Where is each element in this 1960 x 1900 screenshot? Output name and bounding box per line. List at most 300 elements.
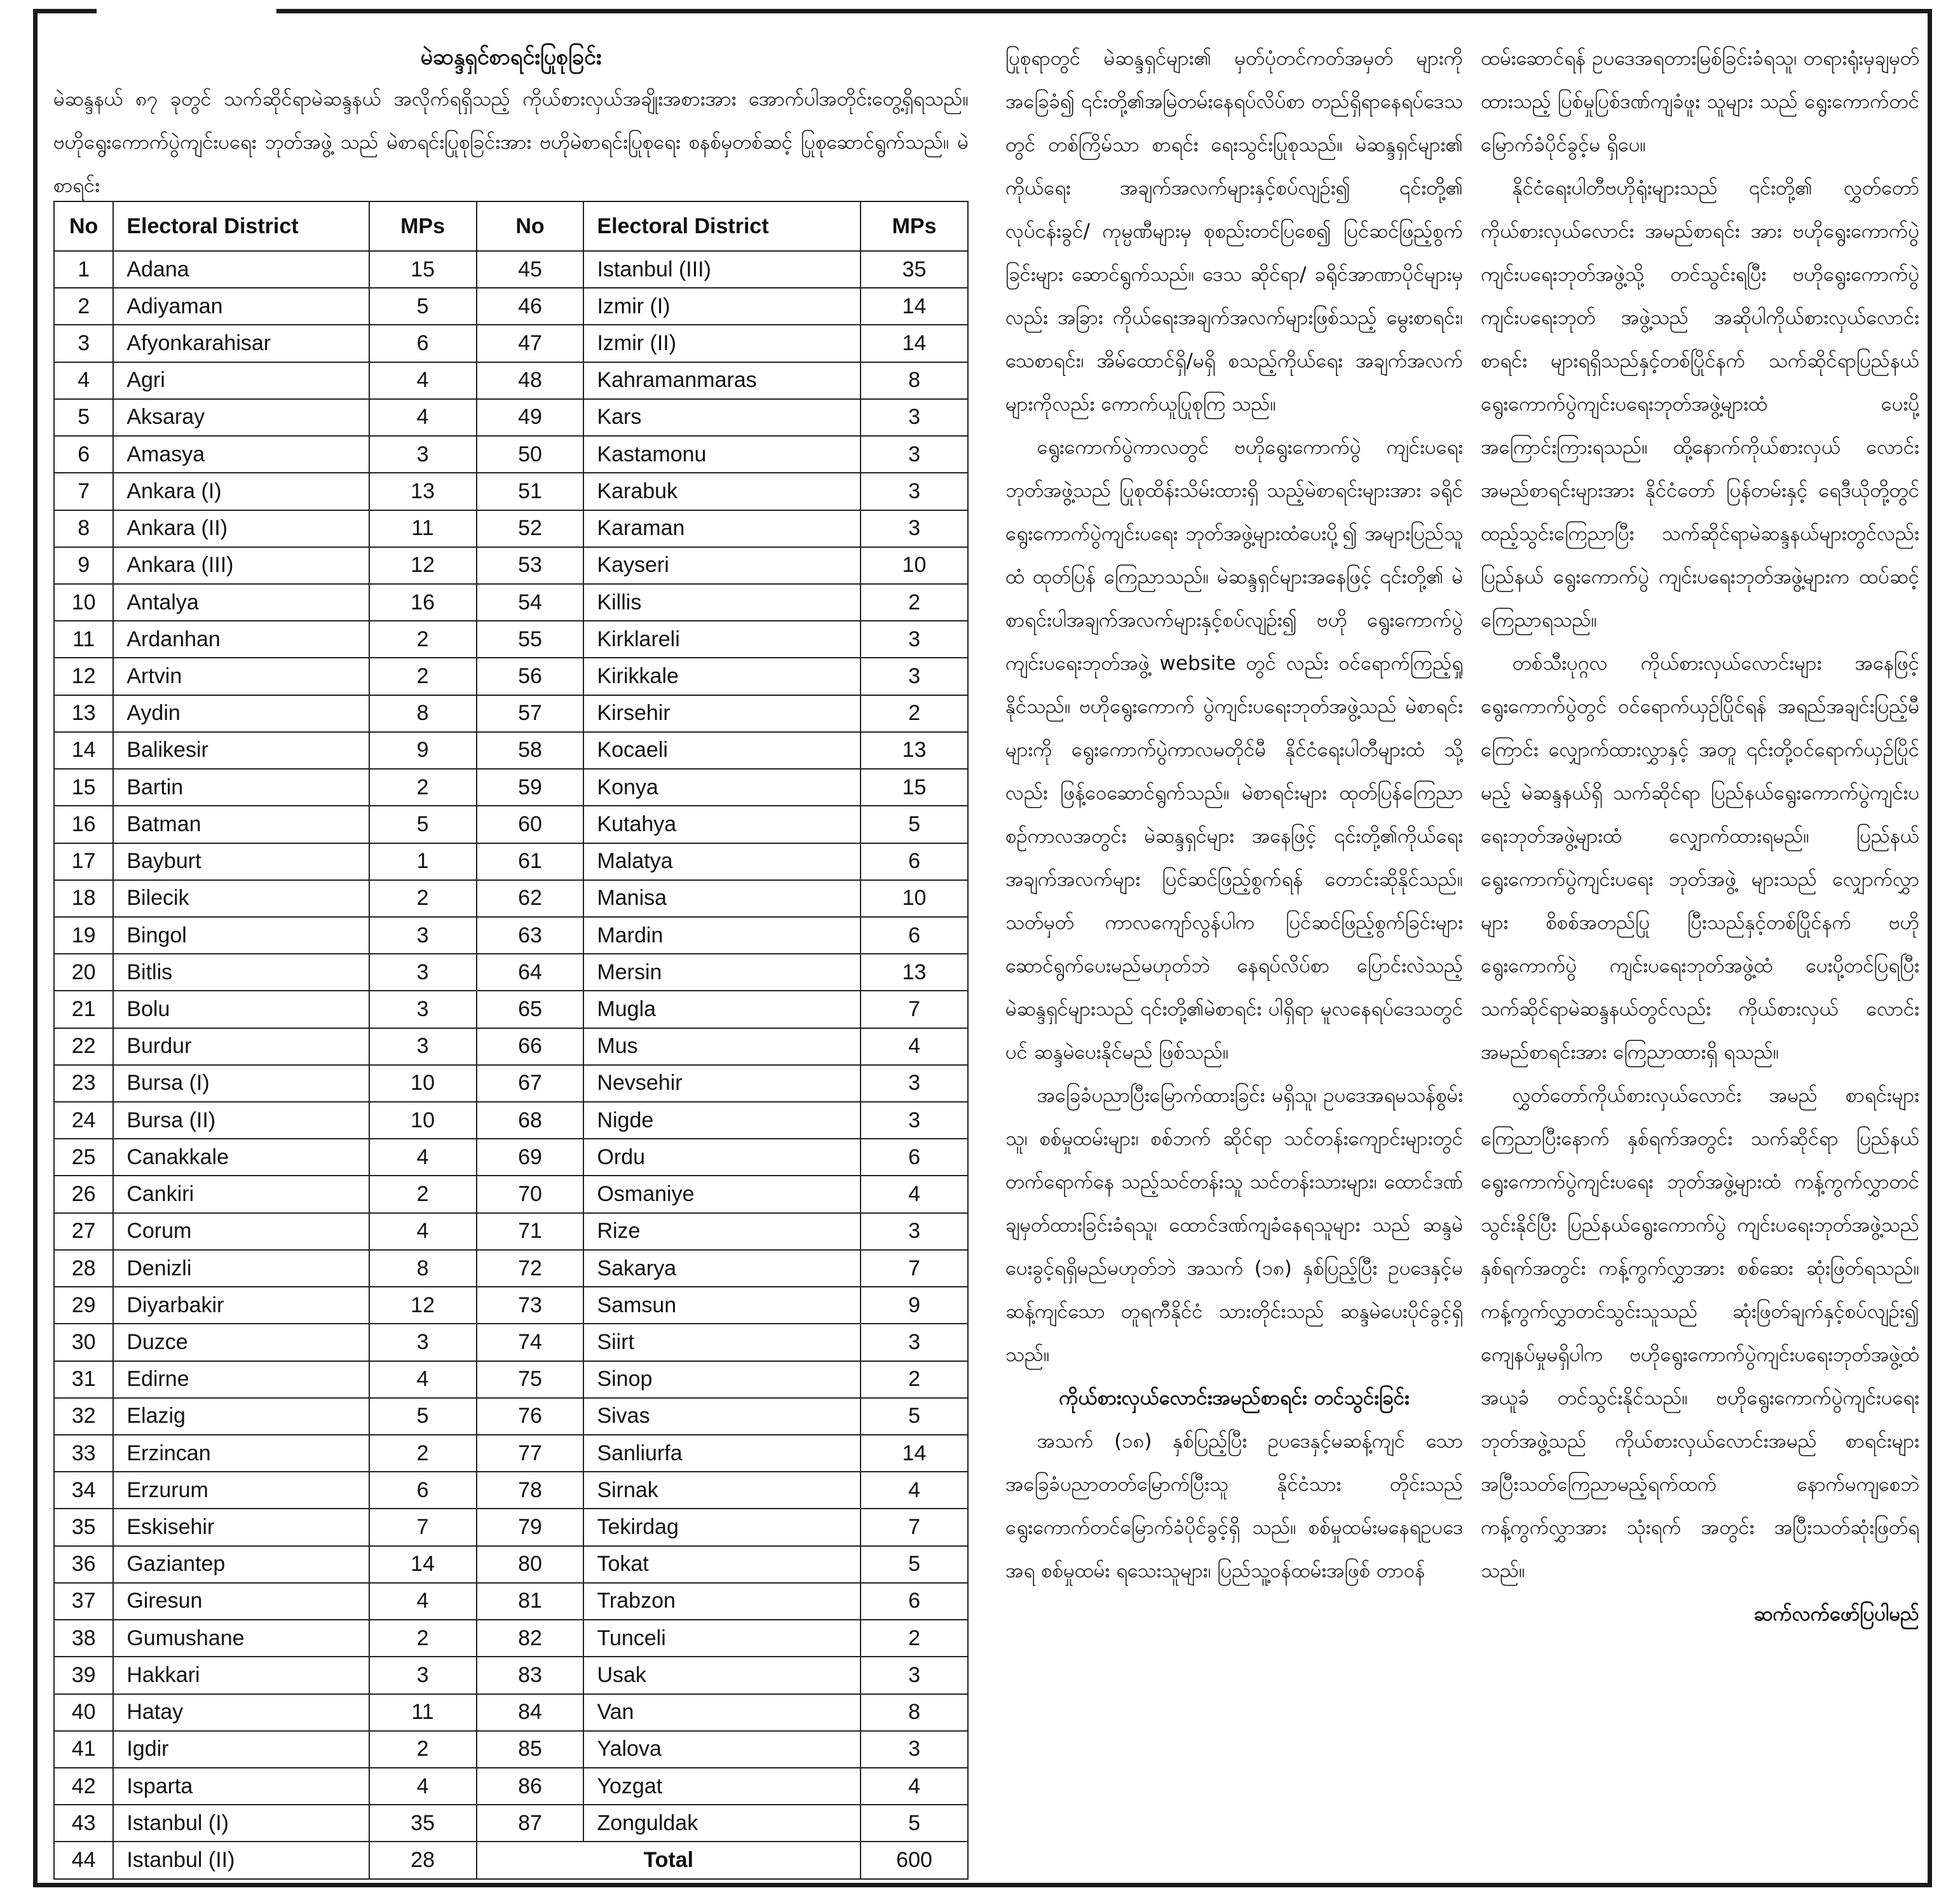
row-mps: 3 xyxy=(861,473,968,510)
row-district: Gumushane xyxy=(113,1620,369,1657)
row-mps: 4 xyxy=(369,1139,477,1176)
row-district: Ordu xyxy=(583,1139,861,1176)
table-row xyxy=(54,1768,968,1805)
row-district: Van xyxy=(583,1694,861,1731)
row-district: Manisa xyxy=(583,880,861,917)
row-no: 62 xyxy=(477,880,584,917)
row-district: Kirklareli xyxy=(583,621,861,658)
row-district: Kahramanmaras xyxy=(583,362,861,399)
row-mps: 3 xyxy=(369,436,477,473)
table-row xyxy=(54,510,968,547)
row-no: 53 xyxy=(477,547,584,584)
row-no: 63 xyxy=(477,917,584,954)
row-mps: 5 xyxy=(369,806,477,843)
row-no: 55 xyxy=(477,621,584,658)
table-row xyxy=(54,1287,968,1324)
row-mps: 35 xyxy=(369,1805,477,1842)
row-no: 43 xyxy=(54,1805,113,1842)
row-district: Usak xyxy=(583,1657,861,1693)
row-mps: 3 xyxy=(369,1657,477,1693)
row-mps: 3 xyxy=(369,1324,477,1361)
row-no: 61 xyxy=(477,843,584,880)
col3-paragraph-4: အသက် (၁၈) နှစ်ပြည့်ပြီး ဥပဒေနှင့်မဆန့်ကျင် သော အခြေခံပညာတတ်မြောက်ပြီးသူ နိုင်ငံသား တိုင်းသည် ရွေးကောက်တင်မြောက်ခံပိုင်ခွင့်ရှိ သည်။ စစ်မှုထမ်းမနေရဥပဒေအရ စစ်မှုထမ်း ရသေးသူများ၊ ပြည်သူ့ဝန်ထမ်းအဖြစ် တာဝန် xyxy=(1005,1430,1463,1582)
row-district: Bingol xyxy=(113,917,369,954)
table-row xyxy=(54,1324,968,1361)
row-no: 22 xyxy=(54,1028,113,1065)
row-no: 12 xyxy=(54,658,113,695)
table-row xyxy=(54,1805,968,1842)
table-row xyxy=(54,1065,968,1102)
row-district: Sinop xyxy=(583,1361,861,1398)
row-no: 8 xyxy=(54,510,113,547)
row-mps: 2 xyxy=(369,1435,477,1472)
row-mps: 11 xyxy=(369,510,477,547)
row-district: Mersin xyxy=(583,954,861,991)
header-mps-1: MPs xyxy=(369,201,477,251)
row-mps: 9 xyxy=(861,1287,968,1324)
row-no: 72 xyxy=(477,1250,584,1287)
table-row xyxy=(54,954,968,991)
table-row xyxy=(54,769,968,806)
row-mps: 7 xyxy=(861,1250,968,1287)
row-no: 51 xyxy=(477,473,584,510)
row-mps: 3 xyxy=(861,658,968,695)
row-district: Afyonkarahisar xyxy=(113,325,369,362)
row-district: Burdur xyxy=(113,1028,369,1065)
table-row xyxy=(54,621,968,658)
row-mps: 2 xyxy=(369,1176,477,1212)
table-row xyxy=(54,1509,968,1545)
row-mps: 6 xyxy=(369,325,477,362)
row-no: 71 xyxy=(477,1213,584,1250)
row-no: 79 xyxy=(477,1509,584,1545)
row-district: Bursa (I) xyxy=(113,1065,369,1102)
row-district: Konya xyxy=(583,769,861,806)
row-no: 19 xyxy=(54,917,113,954)
row-no: 24 xyxy=(54,1102,113,1139)
row-district: Bolu xyxy=(113,991,369,1028)
row-no: 35 xyxy=(54,1509,113,1545)
row-no: 45 xyxy=(477,251,584,288)
row-mps: 9 xyxy=(369,732,477,769)
row-no: 5 xyxy=(54,399,113,436)
table-row xyxy=(54,1546,968,1583)
table-row xyxy=(54,917,968,954)
table-row xyxy=(54,436,968,473)
row-mps: 3 xyxy=(861,1657,968,1693)
row-mps: 2 xyxy=(369,769,477,806)
row-no: 47 xyxy=(477,325,584,362)
row-district: Erzurum xyxy=(113,1472,369,1509)
row-no: 34 xyxy=(54,1472,113,1509)
header-no-1: No xyxy=(54,201,113,251)
row-district: Tunceli xyxy=(583,1620,861,1657)
table-row xyxy=(54,1731,968,1768)
row-mps: 3 xyxy=(861,510,968,547)
row-district: Canakkale xyxy=(113,1139,369,1176)
row-district: Izmir (I) xyxy=(583,288,861,325)
row-district: Osmaniye xyxy=(583,1176,861,1212)
row-mps: 3 xyxy=(369,954,477,991)
row-mps: 5 xyxy=(861,1546,968,1583)
row-mps: 12 xyxy=(369,1287,477,1324)
row-no: 67 xyxy=(477,1065,584,1102)
row-mps: 4 xyxy=(369,399,477,436)
row-district: Istanbul (I) xyxy=(113,1805,369,1842)
section-heading: မဲဆန္ဒရှင်စာရင်းပြုစုခြင်း xyxy=(420,44,602,70)
row-district: Karaman xyxy=(583,510,861,547)
table-row xyxy=(54,732,968,769)
row-district: Zonguldak xyxy=(583,1805,861,1842)
row-no: 77 xyxy=(477,1435,584,1472)
row-mps: 3 xyxy=(861,399,968,436)
col4-paragraph-2: နိုင်ငံရေးပါတီဗဟိုရုံးများသည် ၎င်းတို့၏ လွှတ်တော်ကိုယ်စားလှယ်လောင်း အမည်စာရင်း အား ဗဟိုရွေးကောက်ပွဲကျင်းပရေးဘုတ်အဖွဲ့သို့ တင်သွင်းရပြီး ဗဟိုရွေးကောက်ပွဲကျင်းပရေးဘုတ် အဖွဲ့သည် အဆိုပါကိုယ်စားလှယ်လောင်းစာရင်း များရရှိသည်နှင့်တစ်ပြိုင်နက် သက်ဆိုင်ရာပြည်နယ် ရွေးကောက်ပွဲကျင်းပရေးဘုတ်အဖွဲ့များထံ ပေးပို့ အကြောင်းကြားရသည်။ ထို့နောက်ကိုယ်စားလှယ် လောင်းအမည်စာရင်းများအား နိုင်ငံတော် ပြန်တမ်းနှင့် ရေဒီယိုတို့တွင် ထည့်သွင်းကြေညာပြီး သက်ဆိုင်ရာမဲဆန္ဒနယ်များတွင်လည်း ပြည်နယ် ရွေးကောက်ပွဲ ကျင်းပရေးဘုတ်အဖွဲ့များက ထပ်ဆင့်ကြေညာရသည်။ xyxy=(1481,177,1919,632)
col3-paragraph-2: ရွေးကောက်ပွဲကာလတွင် ဗဟိုရွေးကောက်ပွဲ ကျင်းပရေးဘုတ်အဖွဲ့သည် ပြုစုထိန်းသိမ်းထားရှိ သည့်မဲစာရင်းများအား ခရိုင်ရွေးကောက်ပွဲကျင်းပရေး ဘုတ်အဖွဲ့များထံပေးပို့၍ အများပြည်သူထံ ထုတ်ပြန် ကြေညာသည်။ မဲဆန္ဒရှင်များအနေဖြင့် ၎င်းတို့၏ မဲစာရင်းပါအချက်အလက်များနှင့်စပ်လျဉ်း၍ ဗဟို ရွေးကောက်ပွဲကျင်းပရေးဘုတ်အဖွဲ့ website တွင် လည်း ဝင်ရောက်ကြည့်ရှုနိုင်သည်။ ဗဟိုရွေးကောက် ပွဲကျင်းပရေးဘုတ်အဖွဲ့သည် မဲစာရင်းများကို ရွေးကောက်ပွဲကာလမတိုင်မီ နိုင်ငံရေးပါတီများထံ သို့လည်း ဖြန့်ဝေဆောင်ရွက်သည်။ မဲစာရင်းများ ထုတ်ပြန်ကြေညာစဉ်ကာလအတွင်း မဲဆန္ဒရှင်များ အနေဖြင့် ၎င်းတို့၏ကိုယ်ရေးအချက်အလက်များ ပြင်ဆင်ဖြည့်စွက်ရန် တောင်းဆိုနိုင်သည်။ သတ်မှတ် ကာလကျော်လွန်ပါက ပြင်ဆင်ဖြည့်စွက်ခြင်းများ ဆောင်ရွက်ပေးမည်မဟုတ်ဘဲ နေရပ်လိပ်စာ ပြောင်းလဲသည့် မဲဆန္ဒရှင်များသည် ၎င်းတို့၏မဲစာရင်း ပါရှိရာ မူလနေရပ်ဒေသတွင်ပင် ဆန္ဒမဲပေးနိုင်မည် ဖြစ်သည်။ xyxy=(1005,436,1463,1064)
row-no: 23 xyxy=(54,1065,113,1102)
table-row xyxy=(54,658,968,695)
table-row xyxy=(54,1472,968,1509)
table-row xyxy=(54,473,968,510)
row-district: Bilecik xyxy=(113,880,369,917)
table-row xyxy=(54,325,968,362)
row-district: Yalova xyxy=(583,1731,861,1768)
row-mps: 11 xyxy=(369,1694,477,1731)
row-no: 75 xyxy=(477,1361,584,1398)
col4-signoff: ဆက်လက်ဖော်ပြပါမည် xyxy=(1753,1603,1919,1625)
row-mps: 2 xyxy=(861,584,968,621)
table-row xyxy=(54,1583,968,1620)
row-mps: 10 xyxy=(861,547,968,584)
row-mps: 6 xyxy=(861,1583,968,1620)
row-mps: 14 xyxy=(369,1546,477,1583)
row-no: 60 xyxy=(477,806,584,843)
header-district-2: Electoral District xyxy=(583,201,861,251)
row-no: 13 xyxy=(54,695,113,732)
row-district: Bayburt xyxy=(113,843,369,880)
row-district: Agri xyxy=(113,362,369,399)
row-mps: 14 xyxy=(861,1435,968,1472)
row-district: Edirne xyxy=(113,1361,369,1398)
row-no: 50 xyxy=(477,436,584,473)
row-no: 70 xyxy=(477,1176,584,1212)
row-district: Bartin xyxy=(113,769,369,806)
table-row xyxy=(54,1361,968,1398)
row-district: Isparta xyxy=(113,1768,369,1805)
row-district: Istanbul (II) xyxy=(113,1842,369,1879)
row-district: Ardanhan xyxy=(113,621,369,658)
row-district: Artvin xyxy=(113,658,369,695)
row-no: 54 xyxy=(477,584,584,621)
row-no: 33 xyxy=(54,1435,113,1472)
row-no: 20 xyxy=(54,954,113,991)
row-mps: 1 xyxy=(369,843,477,880)
row-mps: 16 xyxy=(369,584,477,621)
row-mps: 14 xyxy=(861,288,968,325)
row-mps: 2 xyxy=(369,621,477,658)
table-row xyxy=(54,1694,968,1731)
row-district: Erzincan xyxy=(113,1435,369,1472)
row-district: Eskisehir xyxy=(113,1509,369,1545)
table-row xyxy=(54,880,968,917)
row-no: 80 xyxy=(477,1546,584,1583)
row-no: 36 xyxy=(54,1546,113,1583)
table-row xyxy=(54,584,968,621)
row-no: 84 xyxy=(477,1694,584,1731)
row-district: Rize xyxy=(583,1213,861,1250)
total-label: Total xyxy=(477,1842,861,1879)
row-mps: 2 xyxy=(369,658,477,695)
row-no: 40 xyxy=(54,1694,113,1731)
row-no: 39 xyxy=(54,1657,113,1693)
table-row xyxy=(54,362,968,399)
row-district: Kayseri xyxy=(583,547,861,584)
row-district: Karabuk xyxy=(583,473,861,510)
row-district: Mus xyxy=(583,1028,861,1065)
row-mps: 5 xyxy=(369,1398,477,1435)
row-district: Gaziantep xyxy=(113,1546,369,1583)
row-no: 74 xyxy=(477,1324,584,1361)
row-district: Kirikkale xyxy=(583,658,861,695)
row-district: Ankara (II) xyxy=(113,510,369,547)
table-row xyxy=(54,806,968,843)
row-mps: 4 xyxy=(861,1176,968,1212)
row-no: 26 xyxy=(54,1176,113,1212)
row-mps: 4 xyxy=(369,1768,477,1805)
row-mps: 3 xyxy=(369,917,477,954)
header-district-1: Electoral District xyxy=(113,201,369,251)
row-district: Trabzon xyxy=(583,1583,861,1620)
row-no: 83 xyxy=(477,1657,584,1693)
row-mps: 3 xyxy=(861,1065,968,1102)
row-mps: 2 xyxy=(369,880,477,917)
header-mps-2: MPs xyxy=(861,201,968,251)
table-row xyxy=(54,695,968,732)
row-district: Elazig xyxy=(113,1398,369,1435)
row-no: 1 xyxy=(54,251,113,288)
row-mps: 4 xyxy=(369,1213,477,1250)
row-no: 29 xyxy=(54,1287,113,1324)
row-district: Antalya xyxy=(113,584,369,621)
table-row xyxy=(54,1250,968,1287)
row-no: 76 xyxy=(477,1398,584,1435)
row-mps: 4 xyxy=(861,1472,968,1509)
row-no: 57 xyxy=(477,695,584,732)
row-no: 46 xyxy=(477,288,584,325)
row-district: Kars xyxy=(583,399,861,436)
row-no: 42 xyxy=(54,1768,113,1805)
row-no: 32 xyxy=(54,1398,113,1435)
row-district: Cankiri xyxy=(113,1176,369,1212)
header-no-2: No xyxy=(477,201,584,251)
row-mps: 3 xyxy=(369,1028,477,1065)
row-mps: 10 xyxy=(861,880,968,917)
col3-paragraph-3: အခြေခံပညာပြီးမြောက်ထားခြင်း မရှိသူ၊ ဥပဒေအရမသန်စွမ်းသူ၊ စစ်မှုထမ်းများ၊ စစ်ဘက် ဆိုင်ရာ သင်တန်းကျောင်းများတွင် တက်ရောက်နေ သည့်သင်တန်းသူ သင်တန်းသားများ၊ ထောင်ဒဏ် ချမှတ်ထားခြင်းခံရသူ၊ ထောင်ဒဏ်ကျခံနေရသူများ သည် ဆန္ဒမဲပေးခွင့်ရရှိမည်မဟုတ်ဘဲ အသက် (၁၈) နှစ်ပြည့်ပြီး ဥပဒေနှင့်မဆန့်ကျင်သော တူရကီနိုင်ငံ သားတိုင်းသည် ဆန္ဒမဲပေးပိုင်ခွင့်ရှိသည်။ xyxy=(1005,1084,1463,1366)
row-no: 17 xyxy=(54,843,113,880)
row-district: Tokat xyxy=(583,1546,861,1583)
row-district: Sivas xyxy=(583,1398,861,1435)
row-no: 65 xyxy=(477,991,584,1028)
row-no: 82 xyxy=(477,1620,584,1657)
row-no: 25 xyxy=(54,1139,113,1176)
row-mps: 13 xyxy=(861,954,968,991)
col4-paragraph-1: ထမ်းဆောင်ရန် ဥပဒေအရတားမြစ်ခြင်းခံရသူ၊ တရားရုံးမှချမှတ်ထားသည့် ပြစ်မှုပြစ်ဒဏ်ကျခံဖူး သူများ သည် ရွေးကောက်တင်မြောက်ခံပိုင်ခွင့်မ ရှိပေ။ xyxy=(1481,47,1919,156)
table-row xyxy=(54,1620,968,1657)
row-mps: 4 xyxy=(861,1768,968,1805)
row-no: 68 xyxy=(477,1102,584,1139)
row-mps: 6 xyxy=(861,1139,968,1176)
row-no: 49 xyxy=(477,399,584,436)
total-value: 600 xyxy=(861,1842,968,1879)
row-no: 87 xyxy=(477,1805,584,1842)
row-district: Kutahya xyxy=(583,806,861,843)
row-no: 66 xyxy=(477,1028,584,1065)
column-4 xyxy=(1481,37,1919,1880)
row-mps: 3 xyxy=(861,1102,968,1139)
row-mps: 2 xyxy=(369,1620,477,1657)
row-mps: 12 xyxy=(369,547,477,584)
row-district: Ankara (I) xyxy=(113,473,369,510)
row-no: 78 xyxy=(477,1472,584,1509)
row-no: 64 xyxy=(477,954,584,991)
table-row xyxy=(54,399,968,436)
row-mps: 35 xyxy=(861,251,968,288)
row-no: 30 xyxy=(54,1324,113,1361)
row-no: 59 xyxy=(477,769,584,806)
row-no: 2 xyxy=(54,288,113,325)
row-mps: 7 xyxy=(861,991,968,1028)
row-no: 38 xyxy=(54,1620,113,1657)
row-mps: 4 xyxy=(861,1028,968,1065)
row-no: 37 xyxy=(54,1583,113,1620)
row-mps: 15 xyxy=(861,769,968,806)
row-district: Nigde xyxy=(583,1102,861,1139)
row-district: Istanbul (III) xyxy=(583,251,861,288)
row-district: Mugla xyxy=(583,991,861,1028)
row-district: Bitlis xyxy=(113,954,369,991)
row-mps: 2 xyxy=(369,1731,477,1768)
row-mps: 5 xyxy=(861,1805,968,1842)
row-district: Corum xyxy=(113,1213,369,1250)
row-mps: 3 xyxy=(861,436,968,473)
row-district: Hakkari xyxy=(113,1657,369,1693)
row-district: Bursa (II) xyxy=(113,1102,369,1139)
row-mps: 2 xyxy=(861,1361,968,1398)
row-district: Killis xyxy=(583,584,861,621)
row-mps: 14 xyxy=(861,325,968,362)
row-no: 58 xyxy=(477,732,584,769)
row-no: 27 xyxy=(54,1213,113,1250)
row-district: Tekirdag xyxy=(583,1509,861,1545)
row-district: Hatay xyxy=(113,1694,369,1731)
row-district: Diyarbakir xyxy=(113,1287,369,1324)
row-mps: 3 xyxy=(861,621,968,658)
row-district: Giresun xyxy=(113,1583,369,1620)
row-district: Sirnak xyxy=(583,1472,861,1509)
row-district: Nevsehir xyxy=(583,1065,861,1102)
row-district: Adana xyxy=(113,251,369,288)
row-mps: 3 xyxy=(369,991,477,1028)
table-row xyxy=(54,1176,968,1212)
row-district: Adiyaman xyxy=(113,288,369,325)
table-row xyxy=(54,251,968,288)
row-no: 44 xyxy=(54,1842,113,1879)
row-district: Igdir xyxy=(113,1731,369,1768)
row-no: 31 xyxy=(54,1361,113,1398)
row-district: Duzce xyxy=(113,1324,369,1361)
row-mps: 28 xyxy=(369,1842,477,1879)
row-no: 52 xyxy=(477,510,584,547)
row-district: Siirt xyxy=(583,1324,861,1361)
row-no: 85 xyxy=(477,1731,584,1768)
row-mps: 7 xyxy=(861,1509,968,1545)
table-row xyxy=(54,1139,968,1176)
row-district: Aksaray xyxy=(113,399,369,436)
table-row xyxy=(54,843,968,880)
table-row xyxy=(54,1028,968,1065)
row-district: Denizli xyxy=(113,1250,369,1287)
row-mps: 8 xyxy=(861,1694,968,1731)
row-mps: 15 xyxy=(369,251,477,288)
row-mps: 8 xyxy=(369,695,477,732)
row-mps: 4 xyxy=(369,1583,477,1620)
table-row xyxy=(54,1657,968,1693)
row-district: Sakarya xyxy=(583,1250,861,1287)
row-district: Aydin xyxy=(113,695,369,732)
row-no: 4 xyxy=(54,362,113,399)
total-row xyxy=(54,1842,968,1879)
row-mps: 2 xyxy=(861,1620,968,1657)
row-mps: 6 xyxy=(861,917,968,954)
row-mps: 10 xyxy=(369,1065,477,1102)
row-mps: 8 xyxy=(861,362,968,399)
row-mps: 3 xyxy=(861,1324,968,1361)
row-mps: 13 xyxy=(369,473,477,510)
table-row xyxy=(54,1435,968,1472)
row-no: 69 xyxy=(477,1139,584,1176)
row-no: 6 xyxy=(54,436,113,473)
row-no: 3 xyxy=(54,325,113,362)
row-no: 86 xyxy=(477,1768,584,1805)
row-district: Samsun xyxy=(583,1287,861,1324)
row-district: Malatya xyxy=(583,843,861,880)
row-mps: 6 xyxy=(861,843,968,880)
row-district: Ankara (III) xyxy=(113,547,369,584)
row-no: 11 xyxy=(54,621,113,658)
row-no: 15 xyxy=(54,769,113,806)
row-district: Batman xyxy=(113,806,369,843)
row-mps: 5 xyxy=(369,288,477,325)
row-no: 7 xyxy=(54,473,113,510)
row-district: Mardin xyxy=(583,917,861,954)
row-mps: 5 xyxy=(861,1398,968,1435)
col3-subheading: ကိုယ်စားလှယ်လောင်းအမည်စာရင်း တင်သွင်းခြင်း xyxy=(1059,1387,1410,1409)
row-no: 9 xyxy=(54,547,113,584)
row-mps: 4 xyxy=(369,362,477,399)
table-row xyxy=(54,1398,968,1435)
row-mps: 3 xyxy=(861,1213,968,1250)
table-row xyxy=(54,547,968,584)
row-mps: 3 xyxy=(861,1731,968,1768)
table-header-row xyxy=(54,201,968,251)
col4-paragraph-4: လွှတ်တော်ကိုယ်စားလှယ်လောင်း အမည် စာရင်းများ ကြေညာပြီးနောက် နှစ်ရက်အတွင်း သက်ဆိုင်ရာ ပြည်နယ်ရွေးကောက်ပွဲကျင်းပရေး ဘုတ်အဖွဲ့များထံ ကန့်ကွက်လွှာတင်သွင်းနိုင်ပြီး ပြည်နယ်ရွေးကောက်ပွဲ ကျင်းပရေးဘုတ်အဖွဲ့သည် နှစ်ရက်အတွင်း ကန့်ကွက်လွှာအား စစ်ဆေး ဆုံးဖြတ်ရသည်။ ကန့်ကွက်လွှာတင်သွင်းသူသည် ဆုံးဖြတ်ချက်နှင့်စပ်လျဉ်း၍ ကျေနပ်မှုမရှိပါက ဗဟိုရွေးကောက်ပွဲကျင်းပရေးဘုတ်အဖွဲ့ထံ အယူခံ တင်သွင်းနိုင်သည်။ ဗဟိုရွေးကောက်ပွဲကျင်းပရေး ဘုတ်အဖွဲ့သည် ကိုယ်စားလှယ်လောင်းအမည် စာရင်းများ အပြီးသတ်ကြေညာမည့်ရက်ထက် နောက်မကျစေဘဲ ကန့်ကွက်လွှာအား သုံးရက် အတွင်း အပြီးသတ်ဆုံးဖြတ်ရသည်။ xyxy=(1481,1084,1919,1582)
table-row xyxy=(54,1102,968,1139)
col3-paragraph-1: ပြုစုရာတွင် မဲဆန္ဒရှင်များ၏ မှတ်ပုံတင်ကတ်အမှတ် များကိုအခြေခံ၍ ၎င်းတို့၏အမြဲတမ်းနေရပ်လိပ်စာ တည်ရှိရာနေရပ်ဒေသတွင် တစ်ကြိမ်သာ စာရင်း ရေးသွင်းပြုစုသည်။ မဲဆန္ဒရှင်များ၏ ကိုယ်ရေး အချက်အလက်များနှင့်စပ်လျဉ်း၍ ၎င်းတို့၏ လုပ်ငန်းခွင်/ ကုမ္ပဏီများမှ စုစည်းတင်ပြစေ၍ ပြင်ဆင်ဖြည့်စွက်ခြင်းများ ဆောင်ရွက်သည်။ ဒေသ ဆိုင်ရာ/ ခရိုင်အာဏာပိုင်များမှလည်း အခြား ကိုယ်ရေးအချက်အလက်များဖြစ်သည့် မွေးစာရင်း၊ သေစာရင်း၊ အိမ်ထောင်ရှိ/မရှိ စသည့်ကိုယ်ရေး အချက်အလက်များကိုလည်း ကောက်ယူပြုစုကြ သည်။ xyxy=(1005,47,1463,416)
row-mps: 7 xyxy=(369,1509,477,1545)
row-mps: 8 xyxy=(369,1250,477,1287)
row-no: 10 xyxy=(54,584,113,621)
row-no: 21 xyxy=(54,991,113,1028)
row-no: 41 xyxy=(54,1731,113,1768)
